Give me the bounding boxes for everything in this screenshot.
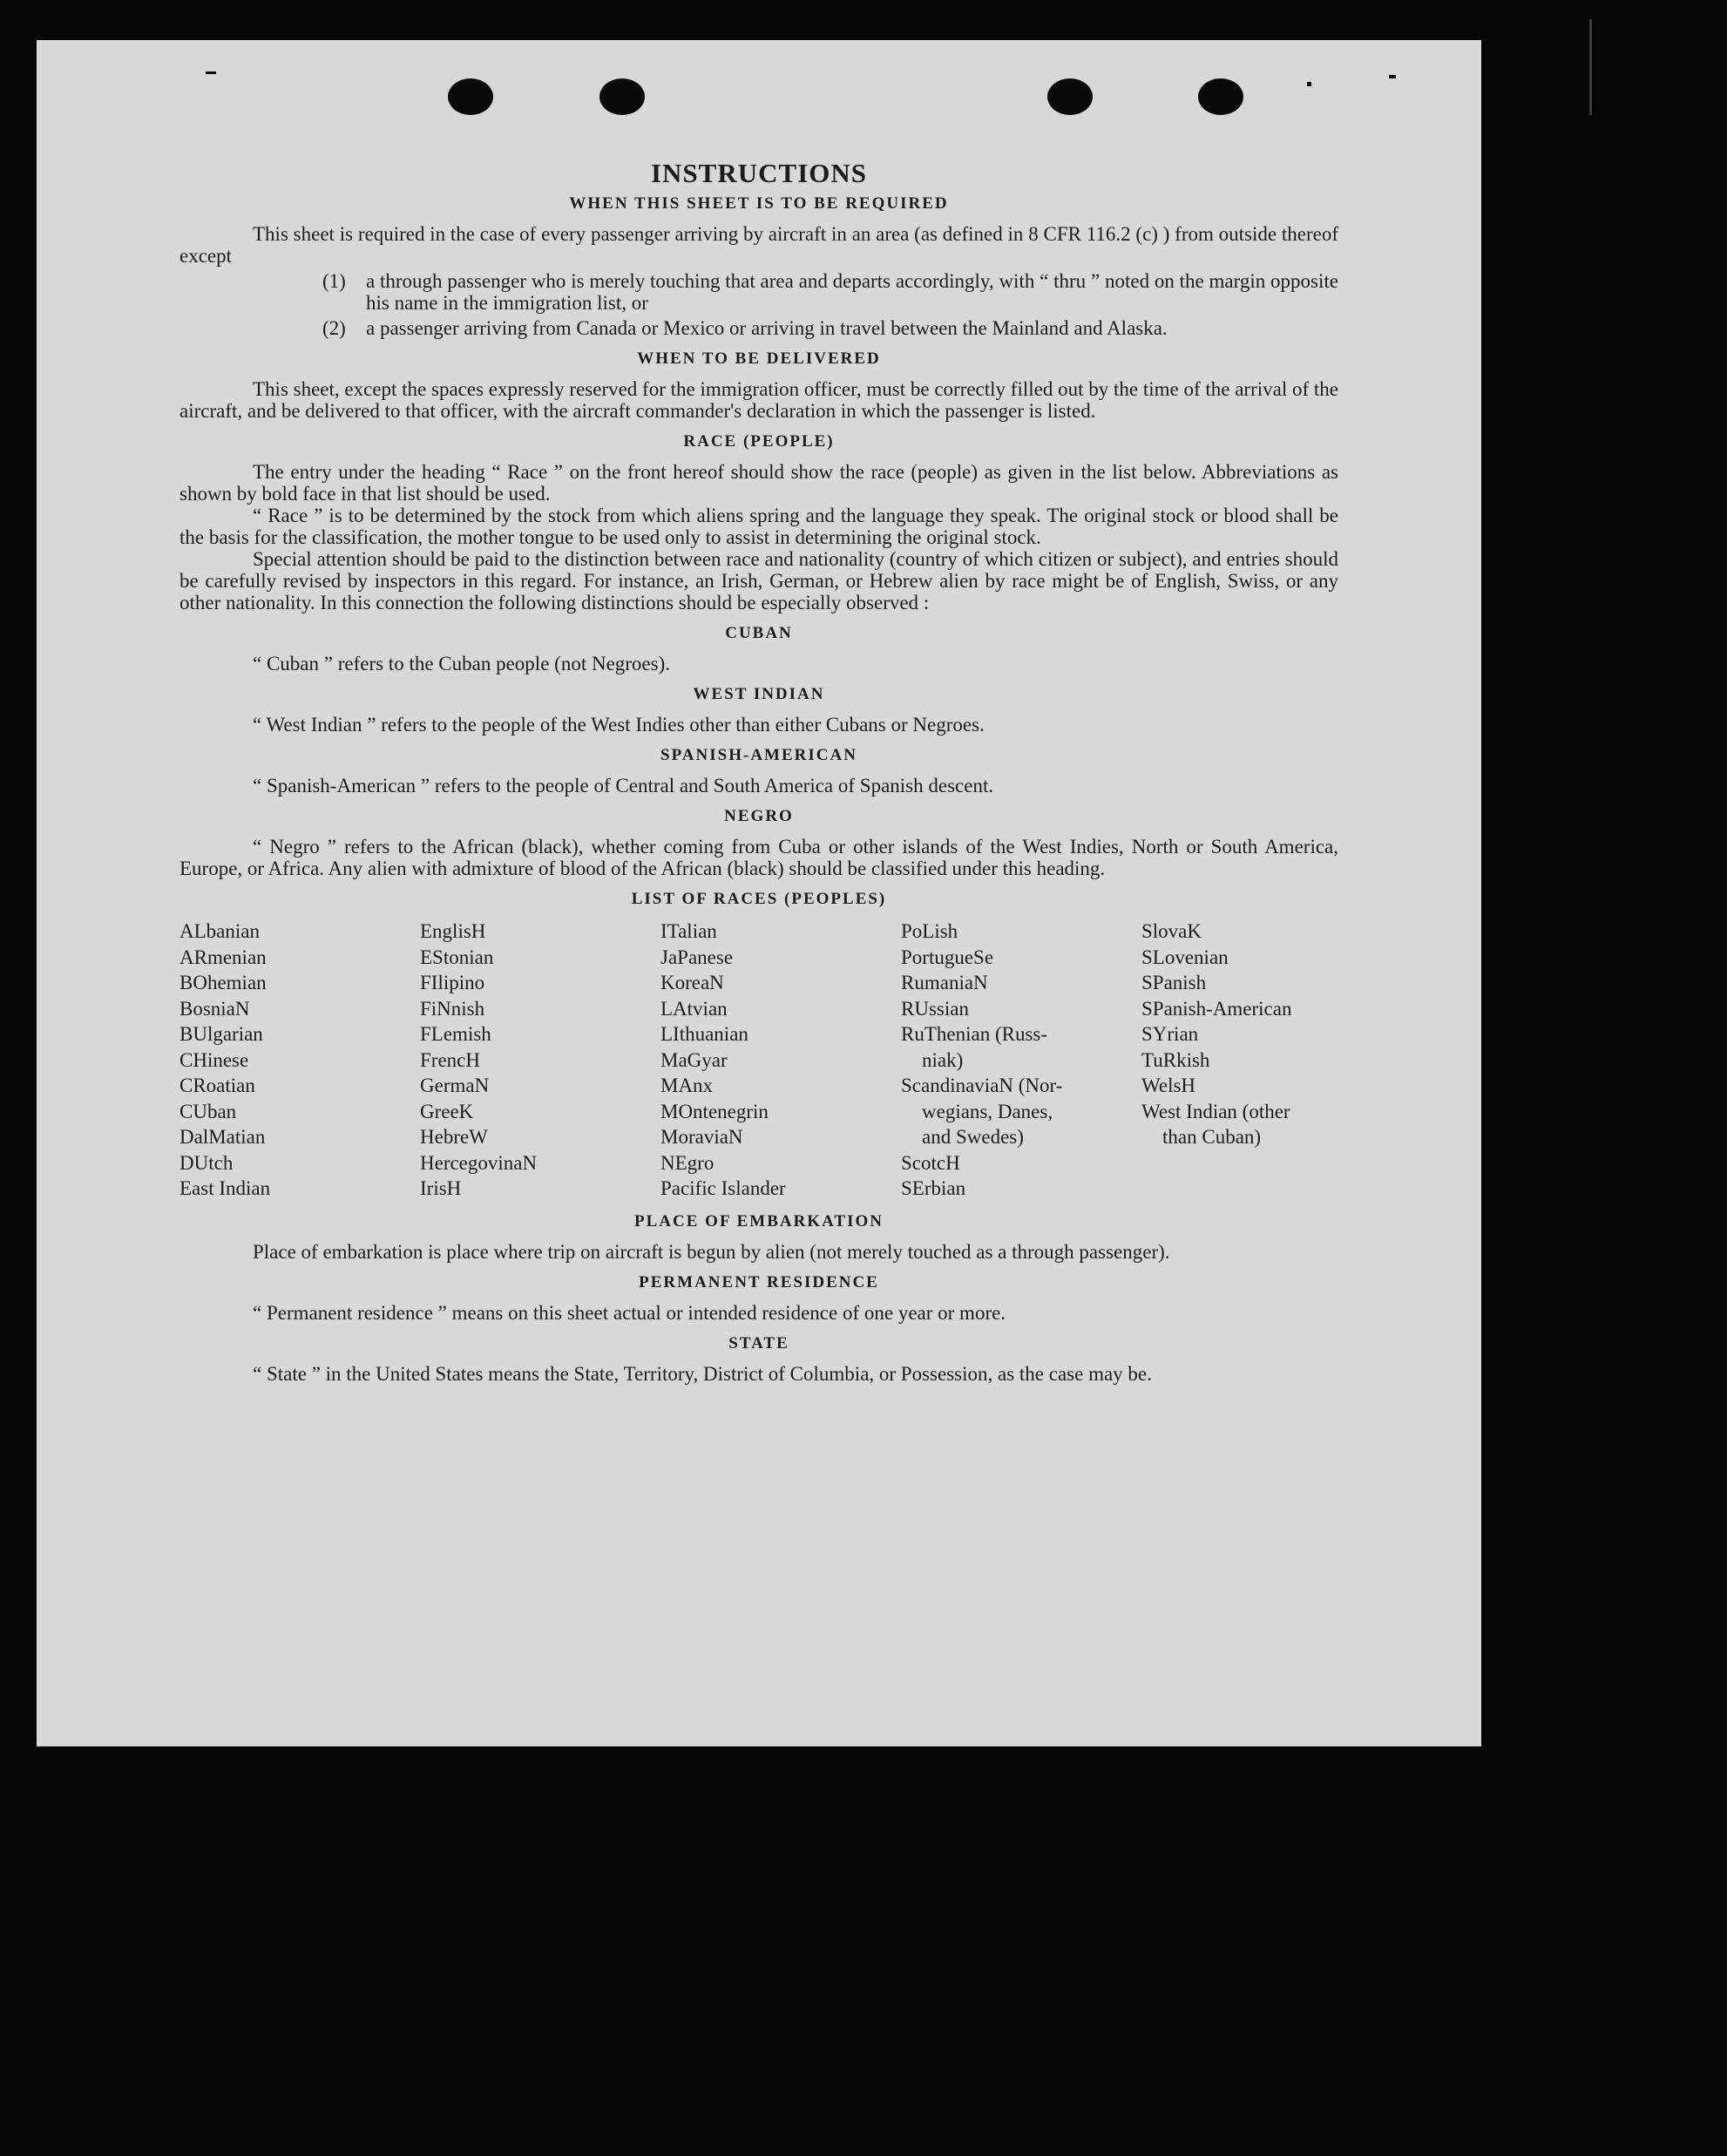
race-entry: JaPanese: [660, 946, 734, 968]
heading-when-delivered: WHEN TO BE DELIVERED: [637, 349, 881, 368]
race-entry: East Indian: [179, 1177, 271, 1199]
race-entry: SlovaK: [1141, 920, 1202, 942]
list-item: [322, 317, 1338, 339]
race-entry: GermaN: [420, 1075, 490, 1096]
race-entry: FiNnish: [420, 997, 485, 1020]
race-entry: CRoatian: [179, 1075, 255, 1096]
race-entry: EStonian: [420, 946, 494, 968]
race-entry: SYrian: [1141, 1023, 1199, 1045]
paragraph-race-1: The entry under the heading “ Race ” on the front hereof should show the race (people) as given in the list below. Abbreviations as shown by bold face in that list should be used.: [179, 461, 1338, 505]
race-entry: DalMatian: [179, 1126, 266, 1148]
heading-embarkation: PLACE OF EMBARKATION: [634, 1211, 884, 1231]
race-entry: NEgro: [660, 1151, 715, 1174]
race-entry: FIlipino: [420, 972, 485, 993]
heading-when-required: WHEN THIS SHEET IS TO BE REQUIRED: [569, 194, 949, 213]
race-entry: SPanish-American: [1141, 997, 1292, 1020]
race-entry: LAtvian: [660, 997, 728, 1020]
race-entry: BosniaN: [179, 997, 250, 1020]
race-entry: SLovenian: [1141, 946, 1229, 968]
heading-race: RACE (PEOPLE): [683, 432, 835, 451]
heading-negro: NEGRO: [724, 807, 794, 825]
scan-speck: [1307, 82, 1311, 86]
race-entry: GreeK: [420, 1100, 474, 1122]
race-entry: RUssian: [901, 997, 969, 1020]
paragraph-state: “ State ” in the United States means the State, Territory, District of Columbia, or Possession, as the case may be.: [253, 1362, 1152, 1385]
races-list: [179, 919, 1338, 1202]
race-entry: ARmenian: [179, 946, 267, 968]
race-entry: MOntenegrin: [660, 1100, 769, 1122]
paragraph-race-2: “ Race ” is to be determined by the stock from which aliens spring and the language they speak. The original stock or blood shall be the basis for the classification, the mother tongue to be used only to assist in determining the original stock.: [179, 505, 1338, 548]
heading-west-indian: WEST INDIAN: [693, 685, 825, 703]
race-entry: EnglisH: [420, 920, 486, 942]
item-text: a passenger arriving from Canada or Mexico or arriving in travel between the Mainland and Alaska.: [366, 317, 1168, 339]
race-entry: HercegovinaN: [420, 1151, 538, 1174]
race-entry: wegians, Danes,: [922, 1100, 1053, 1122]
heading-list-of-races: LIST OF RACES (PEOPLES): [631, 890, 887, 908]
item-number: (2): [322, 317, 346, 339]
races-column: [420, 919, 660, 1202]
race-entry: ScandinaviaN (Nor-: [901, 1075, 1063, 1096]
scan-edge-line: [1589, 19, 1592, 115]
races-column: [901, 919, 1141, 1202]
punch-hole: [1198, 78, 1243, 115]
paragraph-race-3: Special attention should be paid to the distinction between race and nationality (country of which citizen or subject), and entries should be carefully revised by inspectors in this regard. For instance, an Irish, German, or Hebrew alien by race might be of English, Swiss, or any other nationality. In this connection the following distinctions should be especially observed :: [179, 548, 1338, 614]
race-entry: PortugueSe: [901, 946, 994, 968]
race-entry: TuRkish: [1141, 1048, 1210, 1071]
race-entry: RuThenian (Russ-: [901, 1023, 1048, 1045]
paragraph-spanish-american: “ Spanish-American ” refers to the people of Central and South America of Spanish descent.: [253, 775, 994, 797]
race-entry: DUtch: [179, 1151, 234, 1174]
punch-hole: [448, 78, 493, 115]
race-entry: BUlgarian: [179, 1023, 263, 1045]
race-entry: ITalian: [660, 920, 717, 942]
punch-hole: [1047, 78, 1093, 115]
item-text: a through passenger who is merely touching that area and departs accordingly, with “ thru ” noted on the margin opposite his name in the immigration list, or: [366, 270, 1338, 314]
page-title: INSTRUCTIONS: [650, 158, 867, 188]
race-entry: MAnx: [660, 1075, 714, 1096]
list-item: [322, 270, 1338, 314]
races-column: [1141, 919, 1368, 1202]
race-entry: Pacific Islander: [660, 1177, 786, 1199]
race-entry: West Indian (other: [1141, 1100, 1290, 1122]
paragraph-when-delivered: This sheet, except the spaces expressly reserved for the immigration officer, must be correctly filled out by the time of the arrival of the aircraft, and be delivered to that officer, with the aircraft commander's declaration in which the passenger is listed.: [179, 378, 1338, 422]
heading-residence: PERMANENT RESIDENCE: [639, 1272, 879, 1292]
paragraph-embarkation: Place of embarkation is place where trip on aircraft is begun by alien (not merely touched as a through passenger).: [253, 1240, 1170, 1263]
race-entry: than Cuban): [1162, 1126, 1262, 1148]
race-entry: SErbian: [901, 1177, 966, 1199]
race-entry: ALbanian: [179, 920, 260, 942]
race-entry: MaGyar: [660, 1048, 728, 1071]
race-entry: MoraviaN: [660, 1126, 743, 1148]
paragraph-residence: “ Permanent residence ” means on this sheet actual or intended residence of one year or more.: [253, 1301, 1006, 1324]
race-entry: niak): [922, 1048, 964, 1071]
item-number: (1): [322, 270, 346, 292]
race-entry: CUban: [179, 1100, 237, 1122]
punch-hole: [599, 78, 645, 115]
paragraph-cuban: “ Cuban ” refers to the Cuban people (not Negroes).: [253, 653, 671, 675]
heading-state: STATE: [728, 1333, 789, 1353]
race-entry: LIthuanian: [660, 1023, 748, 1045]
heading-spanish-american: SPANISH-AMERICAN: [660, 746, 857, 764]
paragraph-west-indian: “ West Indian ” refers to the people of the West Indies other than either Cubans or Negroes.: [253, 714, 985, 736]
scan-speck: [1389, 75, 1396, 78]
races-column: [660, 919, 901, 1202]
instructions-body: [179, 158, 1338, 1385]
race-entry: ScotcH: [901, 1151, 960, 1174]
races-column: [179, 919, 420, 1202]
document-sheet: [37, 40, 1481, 1746]
paragraph-negro: “ Negro ” refers to the African (black), whether coming from Cuba or other islands of the West Indies, North or South America, Europe, or Africa. Any alien with admixture of blood of the African (black) should be classified under this heading.: [179, 836, 1338, 879]
race-entry: FLemish: [420, 1023, 491, 1045]
race-entry: CHinese: [179, 1048, 249, 1071]
race-entry: SPanish: [1141, 972, 1207, 993]
race-entry: IrisH: [420, 1177, 462, 1199]
race-entry: KoreaN: [660, 972, 724, 993]
heading-cuban: CUBAN: [725, 624, 793, 642]
scan-speck: [206, 71, 216, 74]
race-entry: WelsH: [1141, 1075, 1196, 1096]
race-entry: and Swedes): [922, 1126, 1024, 1148]
race-entry: FrencH: [420, 1048, 480, 1071]
race-entry: RumaniaN: [901, 972, 988, 993]
race-entry: HebreW: [420, 1126, 488, 1148]
race-entry: BOhemian: [179, 972, 267, 993]
paragraph-when-required: This sheet is required in the case of every passenger arriving by aircraft in an area (as defined in 8 CFR 116.2 (c) ) from outside thereof except: [179, 223, 1338, 267]
race-entry: PoLish: [901, 920, 958, 942]
